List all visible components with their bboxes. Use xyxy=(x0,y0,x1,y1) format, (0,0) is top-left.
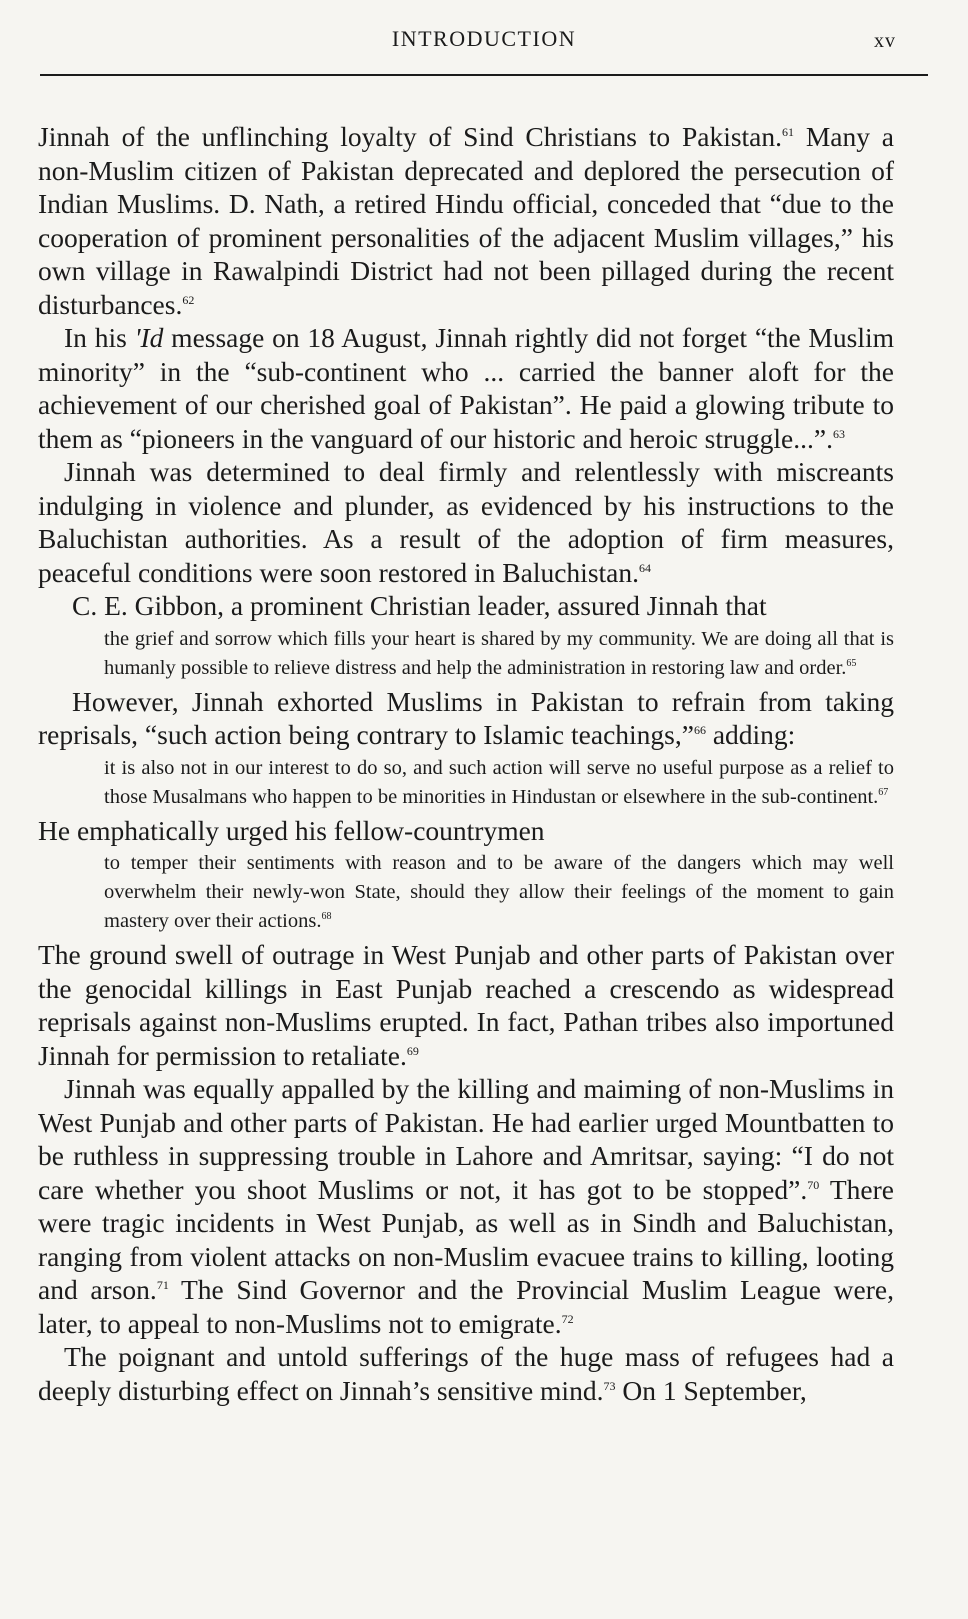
footnote-ref: 63 xyxy=(832,426,845,441)
footnote-ref: 73 xyxy=(603,1378,616,1393)
block-quote: to temper their sentiments with reason and to be aware of the dangers which may well overwhelm their newly-won State, should they allow their feelings of the moment to gain mastery over their actions.$^{68}$ xyxy=(104,852,894,932)
footnote-ref: 69 xyxy=(406,1043,419,1058)
running-head xyxy=(0,26,968,56)
footnote-ref: 68 xyxy=(321,911,332,922)
footnote-ref: 62 xyxy=(182,292,195,307)
footnote-ref: 61 xyxy=(782,125,795,139)
footnote-ref: 66 xyxy=(693,723,706,737)
footnote-ref: 71 xyxy=(156,1278,169,1292)
paragraph: In his 'Id message on 18 August, Jinnah rightly did not forget “the Muslim minority” in the “sub-continent who ... carried the banner aloft for the achievement of our cherished goal of Pakistan”. He paid a glowing tribute to them as “pioneers in the vanguard of our historic and heroic struggle...”.$^{63}$ xyxy=(38,322,895,454)
block-quote: it is also not in our interest to do so, and such action will serve no useful purpose as a relief to those Musalmans who happen to be minorities in Hindustan or elsewhere in the sub-continent.$^{67}$ xyxy=(104,756,894,808)
footnote-ref: 64 xyxy=(639,560,651,575)
paragraph: Jinnah was determined to deal firmly and relentlessly with miscreants indulging in violence and plunder, as evidenced by his instructions to the Baluchistan authorities. As a result of the adoption of firm measures, peaceful conditions were soon restored in Baluchistan.$^{64}$ xyxy=(38,456,894,588)
block-quote: the grief and sorrow which fills your heart is shared by my community. We are doing all that is humanly possible to relieve distress and help the administration in restoring law and order.$^{65}$ xyxy=(104,627,894,679)
body-text xyxy=(38,120,894,1407)
footnote-ref: 70 xyxy=(807,1177,820,1192)
paragraph: He emphatically urged his fellow-countrymen xyxy=(38,814,545,846)
footnote-ref: 65 xyxy=(846,657,857,669)
paragraph: The poignant and untold sufferings of the huge mass of refugees had a deeply disturbing effect on Jinnah’s sensitive mind.$^{73}$ On 1 September, xyxy=(38,1341,894,1406)
footnote-ref: 67 xyxy=(878,786,889,798)
footnote-ref: 72 xyxy=(561,1311,574,1326)
header-rule xyxy=(40,74,928,76)
chapter-title: INTRODUCTION xyxy=(391,26,577,51)
page-number: xv xyxy=(874,30,896,52)
paragraph: Jinnah of the unflinching loyalty of Sind Christians to Pakistan.$^{61}$ Many a non-Muslim citizen of Pakistan deprecated and deplored the persecution of Indian Muslims. D. Nath, a retired Hindu official, conceded that “due to the cooperation of prominent personalities of the adjacent Muslim villages,” his own village in Rawalpindi District had not been pillaged during the recent disturbances.$^{62}$ xyxy=(38,121,894,320)
paragraph: However, Jinnah exhorted Muslims in Pakistan to refrain from taking reprisals, “such action being contrary to Islamic teachings,”$^{66}$ adding: xyxy=(38,685,894,750)
paragraph: C. E. Gibbon, a prominent Christian leader, assured Jinnah that xyxy=(72,590,767,621)
paragraph: Jinnah was equally appalled by the killing and maiming of non-Muslims in West Punjab and other parts of Pakistan. He had earlier urged Mountbatten to be ruthless in suppressing trouble in Lahore and Amritsar, saying: “I do not care whether you shoot Muslims or not, it has got to be stopped”.$^{70}$ There were tragic incidents in West Punjab, as well as in Sindh and Baluchistan, ranging from violent attacks on non-Muslim evacuee trains to killing, looting and arson.$^{71}$ The Sind Governor and the Provincial Muslim League were, later, to appeal to non-Muslims not to emigrate.$^{72}$ xyxy=(38,1073,894,1339)
paragraph: The ground swell of outrage in West Punjab and other parts of Pakistan over the genocidal killings in East Punjab reached a crescendo as widespread reprisals against non-Muslims erupted. In fact, Pathan tribes also importuned Jinnah for permission to retaliate.$^{69}$ xyxy=(38,939,894,1071)
